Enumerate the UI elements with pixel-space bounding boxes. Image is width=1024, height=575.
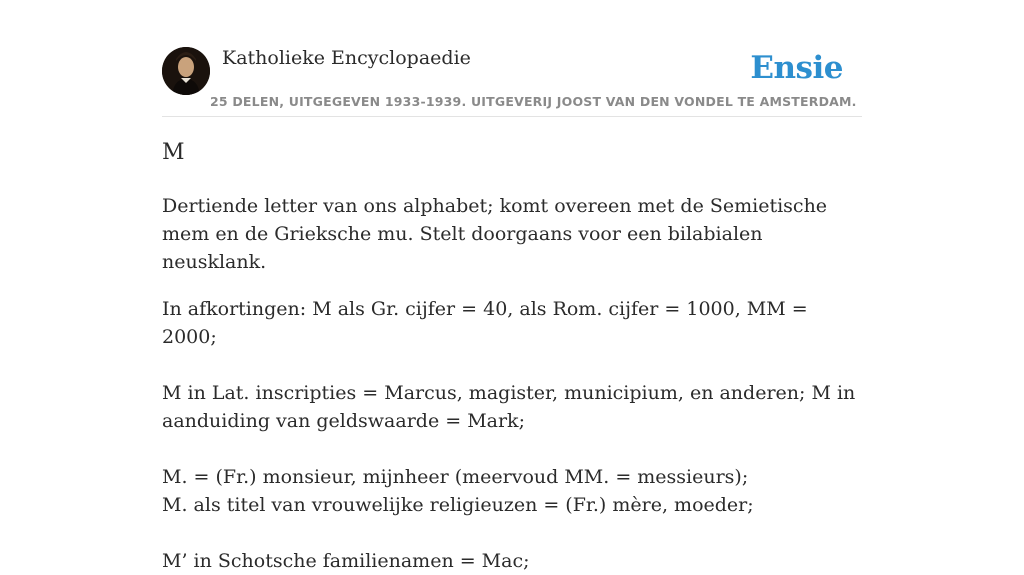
abbreviation-line: M. als titel van vrouwelijke religieuzen = (Fr.) mère, moeder;: [162, 494, 754, 516]
article-body: [162, 192, 862, 575]
brand-logo[interactable]: Ensie: [750, 50, 843, 86]
intro-paragraph: Dertiende letter van ons alphabet; komt overeen met de Semietische mem en de Grieksche mu. Stelt doorgaans voor een bilabialen neusklank.: [162, 195, 828, 273]
page-title: M: [162, 140, 185, 165]
portrait-icon: [162, 47, 210, 95]
abbreviation-line: M in Lat. inscripties = Marcus, magister, municipium, en anderen; M in aanduiding van geldswaarde = Mark;: [162, 382, 856, 432]
abbreviation-list: [162, 295, 862, 575]
avatar[interactable]: [162, 47, 210, 95]
abbreviation-line: In afkortingen: M als Gr. cijfer = 40, als Rom. cijfer = 1000, MM = 2000;: [162, 298, 808, 348]
site-subtitle: 25 DELEN, UITGEGEVEN 1933-1939. UITGEVERIJ JOOST VAN DEN VONDEL TE AMSTERDAM.: [210, 94, 857, 109]
abbreviation-line: M’ in Schotsche familienamen = Mac;: [162, 550, 530, 572]
site-title[interactable]: Katholieke Encyclopaedie: [222, 47, 471, 69]
site-header: [162, 40, 862, 117]
abbreviation-line: M. = (Fr.) monsieur, mijnheer (meervoud MM. = messieurs);: [162, 466, 749, 488]
